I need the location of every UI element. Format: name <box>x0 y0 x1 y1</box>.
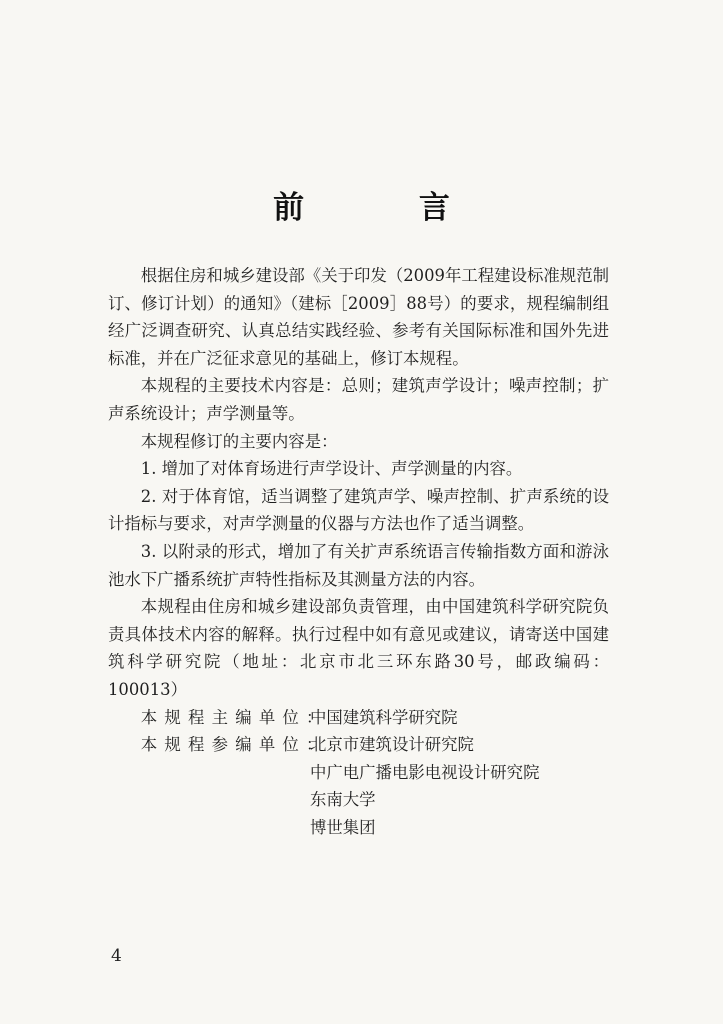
chief-unit-label: 本规程主编单位： <box>140 707 330 727</box>
chief-unit-row <box>108 704 609 732</box>
participating-units-list <box>310 731 539 841</box>
participating-unit: 博世集团 <box>310 817 376 837</box>
participating-unit: 东南大学 <box>310 790 376 810</box>
participating-units-row <box>108 731 609 841</box>
paragraph-background: 根据住房和城乡建设部《关于印发（2009年工程建设标准规范制订、修订计划）的通知》（建标［2009］88号）的要求，规程编制组经广泛调查研究、认真总结实践经验、参考有关国际标准和国外先进标准，并在广泛征求意见的基础上，修订本规程。 <box>108 266 609 368</box>
paragraph-revision-intro: 本规程修订的主要内容是： <box>140 431 338 451</box>
participating-units-label: 本规程参编单位： <box>140 735 330 755</box>
participating-unit: 北京市建筑设计研究院 <box>310 735 474 755</box>
page-title: 前 言 <box>273 190 502 226</box>
paragraph-management: 本规程由住房和城乡建设部负责管理，由中国建筑科学研究院负责具体技术内容的解释。执行过程中如有意见或建议，请寄送中国建筑科学研究院（地址：北京市北三环东路30号，邮政编码：100013） <box>108 597 609 699</box>
chief-unit-value: 中国建筑科学研究院 <box>310 707 458 727</box>
page-number: 4 <box>111 946 122 966</box>
preface-body <box>108 262 609 841</box>
participating-unit: 中广电广播电影电视设计研究院 <box>310 762 540 782</box>
revision-item-1: 1. 增加了对体育场进行声学设计、声学测量的内容。 <box>140 459 523 479</box>
revision-item-2: 2. 对于体育馆，适当调整了建筑声学、噪声控制、扩声系统的设计指标与要求，对声学测量的仪器与方法也作了适当调整。 <box>108 486 609 534</box>
paragraph-main-content: 本规程的主要技术内容是：总则；建筑声学设计；噪声控制；扩声系统设计；声学测量等。 <box>108 376 609 423</box>
revision-item-3: 3. 以附录的形式，增加了有关扩声系统语言传输指数方面和游泳池水下广播系统扩声特性指标及其测量方法的内容。 <box>108 541 609 589</box>
